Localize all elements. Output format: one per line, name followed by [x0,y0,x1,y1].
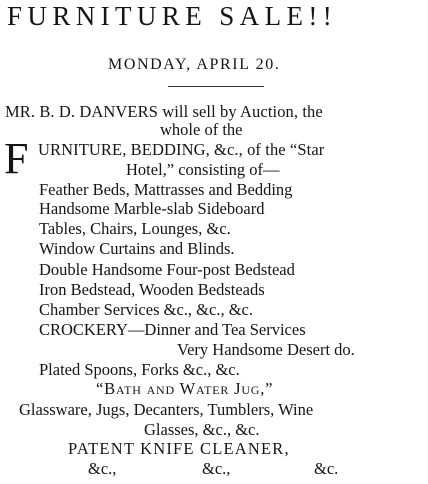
item-chamber-services: Chamber Services &c., &c., &c. [39,300,253,319]
intro-line-2: whole of the [160,120,243,139]
intro-line-4: Hotel,” consisting of— [126,160,280,179]
date-line: MONDAY, APRIL 20. [108,56,281,73]
item-feather-beds: Feather Beds, Mattrasses and Bedding [39,180,293,199]
item-glassware: Glassware, Jugs, Decanters, Tumblers, Wine [19,400,314,419]
intro-line-3: URNITURE, BEDDING, &c., of the “Star [38,140,325,159]
item-sideboard: Handsome Marble-slab Sideboard [39,199,265,218]
drop-cap: F [4,134,29,183]
item-four-post-bedstead: Double Handsome Four-post Bedstead [39,260,295,279]
item-iron-bedstead: Iron Bedstead, Wooden Bedsteads [39,280,265,299]
item-glasses: Glasses, &c., &c. [144,420,260,439]
item-knife-cleaner: PATENT KNIFE CLEANER, [68,439,290,458]
item-crockery: CROCKERY—Dinner and Tea Services [39,320,306,339]
closing-etc-1: &c., [88,459,117,478]
closing-etc-3: &c. [314,459,339,478]
divider-rule [168,86,264,87]
headline: FURNITURE SALE!! [7,1,338,31]
item-tables: Tables, Chairs, Lounges, &c. [39,219,231,238]
item-curtains: Window Curtains and Blinds. [39,239,235,258]
intro-line-1: MR. B. D. DANVERS will sell by Auction, the [5,102,323,121]
item-plated-spoons: Plated Spoons, Forks &c., &c. [39,360,240,379]
item-bath-jug: “Bath and Water Jug,” [96,379,274,398]
closing-etc-2: &c., [202,459,231,478]
item-desert-service: Very Handsome Desert do. [177,340,355,359]
